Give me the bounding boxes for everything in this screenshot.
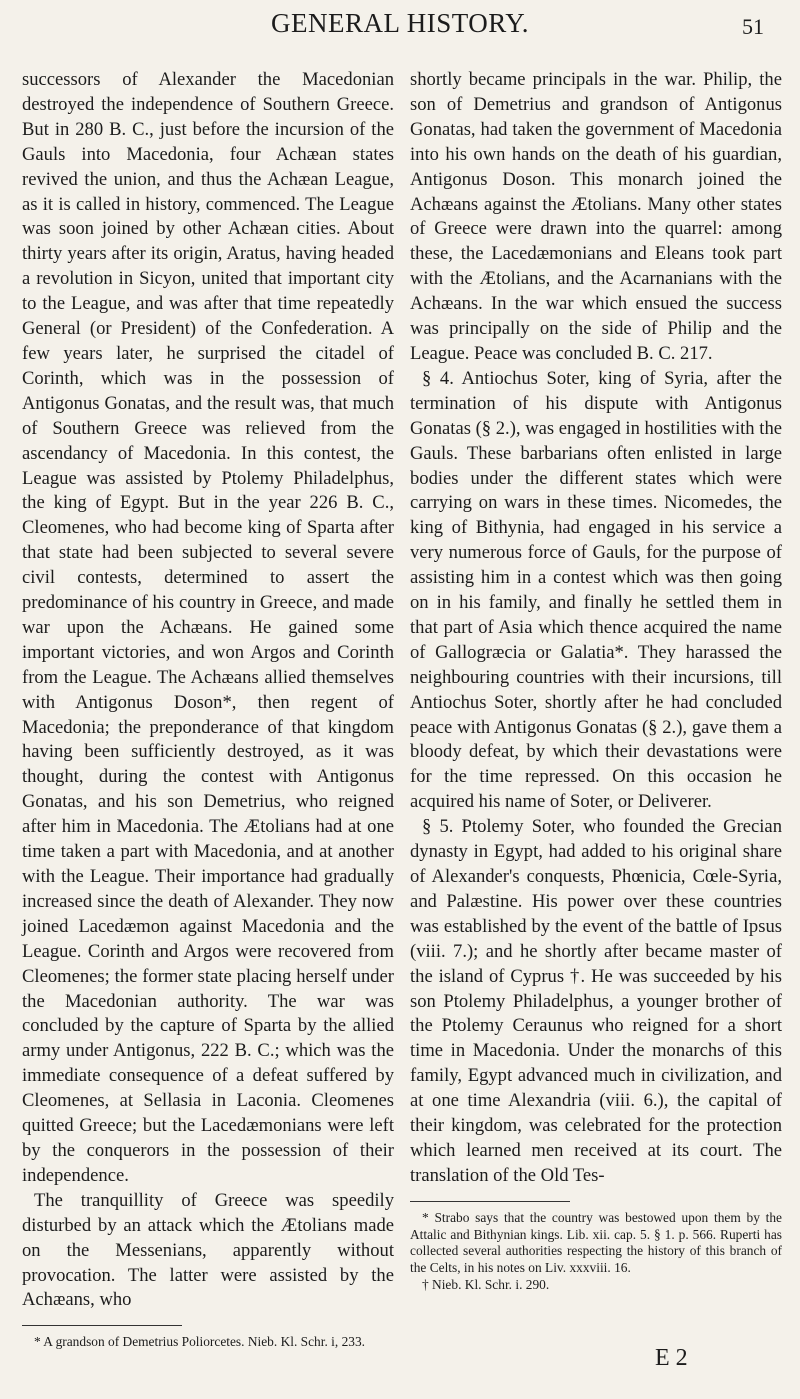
running-title: GENERAL HISTORY. [270,8,530,38]
left-footnote-rule [22,1325,182,1326]
right-footnote-1: * Strabo says that the country was bestowed upon them by the Attalic and Bithynian kings. Lib. xii. cap. 5. § 1. p. 566. Ruperti has collected several authorities respecting the history of this branch of the Celts, in his notes on Liv. xxxviii. 16. [410,1209,782,1276]
signature-mark: E 2 [655,1345,688,1371]
left-paragraph-1: successors of Alexander the Macedonian destroyed the independence of Southern Greece. But in 280 B. C., just before the incursion of the Gauls into Macedonia, four Achæan states revived the union, and thus the Achæan League, as it is called in history, commenced. The League was soon joined by other Achæan cities. About thirty years after its origin, Aratus, having headed a revolution in Sicyon, united that important city to the League, and was after that time repeatedly General (or President) of the Confederation. A few years later, he surprised the citadel of Corinth, which was in the possession of Antigonus Gonatas, and the result was, that much of Southern Greece was relieved from the ascendancy of Macedonia. In this contest, the League was assisted by Ptolemy Philadelphus, the king of Egypt. But in the year 226 B. C., Cleomenes, who had become king of Sparta after that state had been subjected to several severe civil contests, determined to assert the predominance of his country in Greece, and made war upon the Achæans. He gained some important victories, and won Argos and Corinth from the League. The Achæans allied themselves with Antigonus Doson*, then regent of Macedonia; the preponderance of that kingdom having been sufficiently destroyed, as it was thought, during the contest with Antigonus Gonatas, and his son Demetrius, who reigned after him in Macedonia. The Ætolians had at one time taken a part with Macedonia, and at another with the League. Their importance had gradually increased since the death of Alexander. They now joined Lacedæmon against Macedonia and the League. Corinth and Argos were recovered from Cleomenes; the former state placing herself under the Macedonian authority. The war was concluded by the capture of Sparta by the allied army under Antigonus, 222 B. C.; which was the immediate consequence of a defeat suffered by Cleomenes, at Sellasia in Laconia. Cleomenes quitted Greece; but the Lacedæmonians were left by the conquerors in the possession of their independence. [22,69,394,1186]
left-column [22,68,394,1351]
right-footnote-rule [410,1201,570,1202]
page-number: 51 [742,14,764,39]
right-paragraph-1: shortly became principals in the war. Philip, the son of Demetrius and grandson of Antigonus Gonatas, had taken the government of Macedonia into his own hands on the death of his guardian, Antigonus Doson. This monarch joined the Achæans against the Ætolians. Many other states of Greece were drawn into the quarrel: among these, the Lacedæmonians and Eleans took part with the Ætolians, and the Acarnanians with the Achæans. In the war which ensued the success was principally on the side of Philip and the League. Peace was concluded B. C. 217. [410,69,782,364]
left-paragraph-2: The tranquillity of Greece was speedily disturbed by an attack which the Ætolians made on the Messenians, apparently without provocation. The latter were assisted by the Achæans, who [22,1189,394,1311]
page-header [0,8,800,48]
right-paragraph-2: § 4. Antiochus Soter, king of Syria, after the termination of his dispute with Antigonus Gonatas (§ 2.), was engaged in hostilities with the Gauls. These barbarians often enlisted in large bodies under the different states which were carrying on wars in these times. Nicomedes, the king of Bithynia, had engaged in his service a very numerous force of Gauls, for the purpose of assisting him in a contest which was then going on in his family, and finally he settled them in that part of Asia which thence acquired the name of Gallogræcia or Galatia*. They harassed the neighbouring countries with their incursions, till Antiochus Soter, shortly after he had concluded peace with Antigonus Gonatas (§ 2.), gave them a bloody defeat, by which their devastations were for the time repressed. On this occasion he acquired his name of Soter, or Deliverer. [410,367,782,813]
right-footnote-2: † Nieb. Kl. Schr. i. 290. [422,1276,550,1292]
left-footnote-1: * A grandson of Demetrius Poliorcetes. Nieb. Kl. Schr. i, 233. [34,1334,366,1350]
right-column [410,68,782,1294]
right-paragraph-3: § 5. Ptolemy Soter, who founded the Grecian dynasty in Egypt, had added to his original share of Alexander's conquests, Phœnicia, Cœle-Syria, and Palæstine. His power over these countries was established by the event of the battle of Ipsus (viii. 7.); and he shortly after became master of the island of Cyprus †. He was succeeded by his son Ptolemy Philadelphus, a younger brother of the Ptolemy Ceraunus who reigned for a short time in Macedonia. Under the monarchs of this family, Egypt advanced much in civilization, and at one time Alexandria (viii. 6.), the capital of their kingdom, was celebrated for the protection which learned men received at its court. The translation of the Old Tes- [410,816,782,1186]
